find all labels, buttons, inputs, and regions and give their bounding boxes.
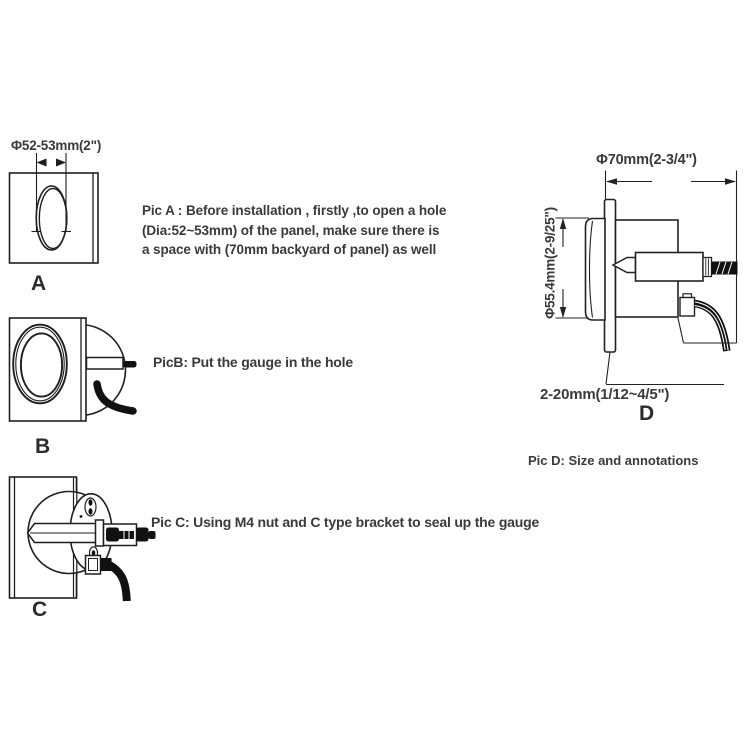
fig-a-caption-line3: a space with (70mm backyard of panel) as well xyxy=(142,242,437,257)
fig-c-caption: Pic C: Using M4 nut and C type bracket to seal up the gauge xyxy=(151,514,540,530)
fig-b-letter: B xyxy=(35,435,51,458)
plug-body xyxy=(636,253,704,282)
fig-d-drawing xyxy=(556,171,738,385)
m4-nut-1 xyxy=(106,528,119,542)
vdim-arrowhead-up xyxy=(560,218,566,229)
m4-nut-2 xyxy=(136,528,149,542)
leader-thickness-a xyxy=(606,352,610,384)
panel-d xyxy=(605,200,616,353)
fig-a-letter: A xyxy=(31,272,47,295)
stud-2 xyxy=(149,531,156,539)
connector-b xyxy=(87,358,124,370)
connector-d xyxy=(680,298,695,317)
plug-collar xyxy=(703,258,712,277)
fig-c-letter: C xyxy=(32,598,48,621)
lamp-socket-pin1 xyxy=(89,499,93,505)
fig-a-hole-dimension: Φ52-53mm(2") xyxy=(11,138,102,153)
fig-d-caption: Pic D: Size and annotations xyxy=(528,453,699,468)
fig-d-thickness-dimension: 2-20mm(1/12~4/5") xyxy=(540,386,670,403)
leader-body-a xyxy=(678,318,684,343)
c-bracket-plate xyxy=(96,520,104,546)
dim-arrow-right xyxy=(56,159,66,167)
back-dot xyxy=(80,515,83,518)
fig-a-caption-line1: Pic A : Before installation , firstly ,to open a hole xyxy=(142,203,447,218)
fig-c-drawing xyxy=(10,477,156,601)
dim-arrowhead-left xyxy=(606,178,617,185)
wire-d xyxy=(695,304,727,352)
wire-c xyxy=(108,564,127,601)
vdim-arrowhead-down xyxy=(560,307,566,318)
dim-arrow-left xyxy=(37,159,47,167)
fig-b-drawing xyxy=(10,318,137,421)
fig-d-letter: D xyxy=(639,402,655,425)
fig-a-caption xyxy=(142,201,502,260)
fig-a-drawing xyxy=(10,153,99,263)
fig-a-caption-line2: (Dia:52~53mm) of the panel, make sure there is xyxy=(142,222,440,238)
stud-1 xyxy=(119,531,134,539)
bezel-d xyxy=(586,219,606,321)
dim-arrowhead-right xyxy=(725,178,736,185)
lamp-socket-pin2 xyxy=(89,508,93,514)
connector-b-tip xyxy=(123,361,137,368)
fig-b-caption: PicB: Put the gauge in the hole xyxy=(153,354,353,370)
fig-d-width-dimension: Φ70mm(2-3/4") xyxy=(596,152,697,168)
fig-d-diameter-dimension: Φ55.4mm(2-9/25") xyxy=(542,207,558,319)
